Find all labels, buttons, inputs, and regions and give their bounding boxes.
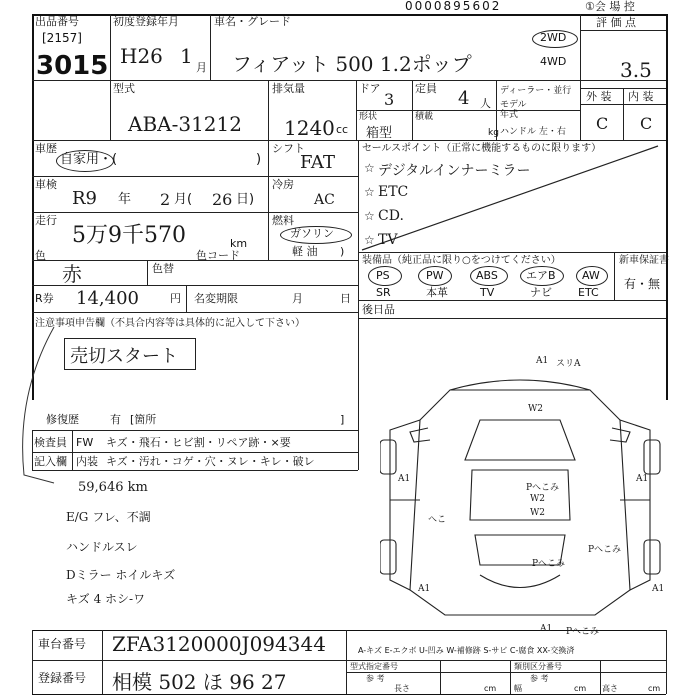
capacity-value: 4 [458, 88, 470, 109]
registration-label: 初度登録年月 [113, 15, 179, 28]
sales-point-1: デジタルインナーミラー [378, 163, 531, 179]
equip-aw: AW [582, 269, 600, 282]
mark-w2-hood: W2 [528, 404, 543, 414]
interior-label: 内 装 [628, 90, 654, 103]
mark-dent-left: へこ [428, 515, 447, 525]
inspection-day: 26 [212, 190, 233, 209]
plate-value: 相模 502 ほ 96 27 [112, 670, 287, 694]
category-sub: 参 考 [530, 674, 549, 683]
inspector-row1: キズ・飛石・ヒビ割・リペア跡・×要 [106, 436, 291, 449]
equip-circle [368, 266, 402, 286]
height-unit: cm [648, 684, 661, 693]
inspector-row2-head: 内装 [76, 455, 98, 468]
mark-w2-roof-2: W2 [530, 508, 545, 518]
drive-2wd: 2WD [540, 31, 567, 44]
shape-label: 形状 [359, 112, 378, 122]
inspector-label-1: 検査員 [34, 436, 67, 449]
category-label: 類別区分番号 [514, 662, 562, 671]
inspection-era: R9 [72, 188, 98, 209]
equip-navi: ナビ [530, 286, 552, 299]
doors-label: ドア [359, 82, 381, 95]
fuel-label: 燃料 [272, 214, 294, 227]
repair-close: ] [340, 413, 345, 426]
handwritten-note-2: E/G フレ、不調 [66, 510, 151, 524]
lot-sub-number: [2157] [42, 31, 82, 45]
car-name: フィアット 500 1.2ポップ [232, 52, 472, 76]
mileage-value: 5万9千570 [72, 223, 186, 248]
designation-sub: 参 考 [366, 674, 385, 683]
handle-label: ハンドル 左・右 [500, 127, 566, 137]
plate-label: 登録番号 [38, 671, 87, 685]
equip-circle [520, 266, 564, 286]
evaluation-score: 3.5 [620, 58, 652, 82]
width-label: 幅 [514, 684, 522, 693]
repair-value: 有 [110, 413, 121, 426]
capacity-unit: 人 [480, 97, 491, 110]
displacement-value: 1240 [284, 116, 335, 140]
equip-circle [470, 266, 508, 286]
repair-place: [箇所 [130, 413, 157, 426]
exterior-grade: C [596, 114, 609, 133]
color-code-label: 色コード [196, 249, 240, 262]
mileage-unit: km [230, 237, 248, 250]
mileage-label: 走行 [35, 214, 57, 227]
notes-label: 注意事項申告欄（不具合内容等は具体的に記入して下さい） [35, 318, 305, 329]
length-unit: cm [484, 684, 497, 693]
handwritten-note-5: キズ 4 ホシ-ワ [66, 592, 146, 606]
handwritten-note-1: 59,646 km [78, 480, 148, 495]
displacement-label: 排気量 [272, 82, 305, 95]
venue-label: ①会 場 控 [585, 0, 635, 13]
lot-label: 出品番号 [35, 15, 79, 28]
mark-scratch-top: スリA [556, 359, 581, 369]
vehicle-type-close: ) [256, 152, 262, 167]
handwritten-note-4: Dミラー ホイルキズ [66, 568, 176, 582]
mark-a1-top: A1 [536, 356, 549, 366]
inspector-row1-head: FW [76, 436, 94, 449]
sales-point-3: CD. [378, 208, 404, 224]
sales-points-cross-out [358, 140, 666, 252]
mark-a1-bottom-left: A1 [418, 584, 431, 594]
ac-label: 冷房 [272, 178, 294, 191]
sales-point-4: TV [378, 232, 398, 248]
registration-month-unit: 月 [196, 61, 207, 74]
vehicle-type-value: 自家用・( [60, 152, 118, 167]
load-label: 積載 [415, 112, 434, 122]
inspector-label-2: 記入欄 [34, 455, 67, 468]
model-label: 型式 [113, 82, 135, 95]
shift-value: FAT [300, 152, 335, 173]
star-icon: ☆ [364, 209, 375, 223]
equip-abs: ABS [476, 269, 498, 282]
sales-points-label: セールスポイント（正常に機能するものに限ります） [362, 143, 602, 154]
shift-label: シフト [272, 142, 305, 155]
inspector-row2: キズ・汚れ・コゲ・穴・ヌレ・キレ・破レ [106, 455, 315, 468]
inspection-month: 2 [160, 190, 171, 209]
height-label: 高さ [602, 684, 618, 693]
handwritten-note-3: ハンドルスレ [66, 540, 138, 554]
recycle-value: 14,400 [76, 288, 139, 309]
model-year-label: モデル [500, 100, 527, 110]
equip-tv: TV [480, 286, 495, 299]
vehicle-type-circle [56, 150, 114, 172]
mark-a1-right: A1 [636, 474, 649, 484]
doors-value: 3 [384, 90, 395, 109]
recycle-label: R券 [35, 292, 54, 305]
inspection-label: 車検 [35, 178, 57, 191]
recycle-unit: 円 [170, 292, 181, 305]
star-icon: ☆ [364, 161, 375, 175]
chassis-label: 車台番号 [38, 637, 87, 651]
mark-a1-bottom-right: A1 [652, 584, 665, 594]
star-icon: ☆ [364, 185, 375, 199]
dealer-label: ディーラー・並行 [500, 86, 572, 96]
drive-4wd: 4WD [540, 55, 567, 68]
rear-items-label: 後日品 [362, 303, 395, 316]
equipment-label: 装備品（純正品に限り○をつけてください） [362, 255, 561, 266]
ac-value: AC [314, 192, 335, 208]
mark-dent-roof: Pへこみ [526, 483, 560, 493]
color-label: 色 [35, 249, 46, 262]
model-year-sub: 年式 [500, 110, 519, 120]
equip-etc: ETC [578, 286, 599, 299]
chassis-value: ZFA3120000J094344 [112, 632, 326, 656]
mark-a1-left: A1 [398, 474, 411, 484]
inspection-day-unit: 日) [236, 192, 255, 207]
model-value: ABA-31212 [128, 112, 242, 136]
equip-leather: 本革 [426, 286, 448, 299]
registration-month: 1 [180, 44, 193, 68]
registration-year: H26 [120, 44, 163, 68]
lot-number: 3015 [36, 51, 109, 81]
star-icon: ☆ [364, 233, 375, 247]
vehicle-type-label: 車歴 [35, 142, 57, 155]
capacity-label: 定員 [415, 82, 437, 95]
fuel-option: 軽 油 [292, 245, 318, 258]
inspection-year-unit: 年 [118, 192, 132, 207]
equip-circle [418, 266, 452, 286]
equip-airbag: エアB [526, 269, 556, 282]
mark-w2-roof-1: W2 [530, 494, 545, 504]
equip-ps: PS [376, 269, 390, 282]
length-label: 長さ [394, 684, 410, 693]
fuel-value: ガソリン [290, 227, 334, 240]
equip-circle [576, 266, 608, 286]
inspection-month-unit: 月( [174, 192, 193, 207]
fuel-close: ) [340, 245, 345, 258]
name-change-label: 名変期限 [194, 292, 238, 305]
color-value: 赤 [62, 262, 82, 286]
equip-sr: SR [376, 286, 391, 299]
mark-a1-rear: A1 [540, 624, 553, 634]
top-strip-number: 0000895602 [405, 0, 502, 13]
repair-label: 修復歴 [46, 413, 79, 426]
sales-point-2: ETC [378, 184, 409, 200]
displacement-unit: cc [336, 123, 349, 136]
car-name-label: 車名・グレード [214, 15, 291, 28]
equip-pw: PW [426, 269, 444, 282]
shape-value: 箱型 [366, 126, 393, 141]
note-arrow [14, 325, 74, 490]
warranty-value: 有・無 [624, 277, 661, 291]
name-change-day: 日 [340, 292, 351, 305]
width-unit: cm [574, 684, 587, 693]
repaint-label: 色替 [152, 262, 174, 275]
exterior-label: 外 装 [586, 90, 612, 103]
designation-label: 型式指定番号 [350, 662, 398, 671]
damage-legend: A-キズ E-エクボ U-凹み W-補修跡 S-サビ C-腐食 XX-交換済 [358, 646, 575, 655]
mark-dent-right: Pへこみ [588, 545, 622, 555]
mark-dent-rear: Pへこみ [532, 559, 566, 569]
name-change-month: 月 [292, 292, 303, 305]
start-note: 売切スタート [70, 346, 178, 367]
evaluation-label: 評 価 点 [596, 16, 636, 29]
mark-dent-bumper: Pへこみ [566, 627, 600, 637]
interior-grade: C [640, 114, 653, 133]
warranty-label: 新車保証書 [619, 255, 669, 266]
load-unit: kg [488, 128, 499, 138]
